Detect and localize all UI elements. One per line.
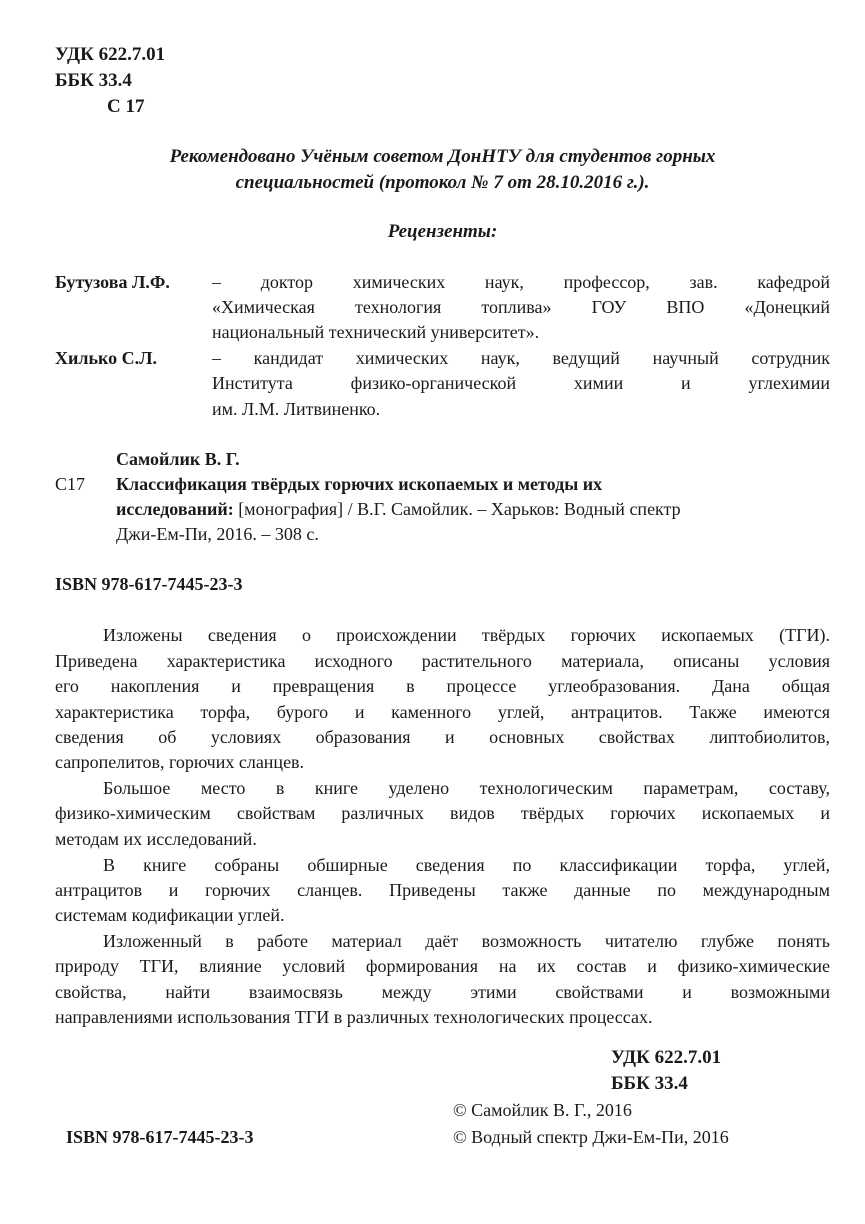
reviewer-1-line-1: – доктор химических наук, профессор, зав. кафедрой — [212, 272, 830, 292]
reviewers-title: Рецензенты: — [387, 221, 498, 242]
footer-udk: УДК 622.7.01 — [611, 1047, 722, 1068]
bbk-code: ББК 33.4 — [55, 70, 132, 91]
abstract-line-4: характеристика торфа, бурого и каменного углей, антрацитов. Также имеются — [55, 702, 830, 722]
copyright-publisher: © Водный спектр Джи-Ем-Пи, 2016 — [453, 1127, 729, 1147]
footer-isbn: ISBN 978-617-7445-23-3 — [66, 1127, 254, 1147]
reviewer-1-line-3: национальный технический университет». — [212, 322, 540, 342]
recommendation-line-1: Рекомендовано Учёным советом ДонНТУ для студентов горных — [169, 146, 716, 167]
bib-title-line-2 — [116, 499, 681, 520]
udk-code: УДК 622.7.01 — [55, 44, 166, 65]
bib-author: Самойлик В. Г. — [116, 449, 240, 469]
abstract-line-11: антрацитов и горючих сланцев. Приведены также данные по международным — [55, 880, 830, 900]
abstract-line-10: В книге собраны обширные сведения по классификации торфа, углей, — [103, 855, 830, 875]
footer-bbk: ББК 33.4 — [611, 1073, 688, 1094]
abstract-line-8: физико-химическим свойствам различных видов твёрдых горючих ископаемых и — [55, 803, 830, 823]
recommendation-line-2: специальностей (протокол № 7 от 28.10.2016 г.). — [235, 172, 650, 193]
bib-title-line-3: Джи-Ем-Пи, 2016. – 308 с. — [116, 524, 319, 544]
abstract-line-9: методам их исследований. — [55, 829, 257, 849]
bib-mark: С17 — [55, 474, 86, 494]
reviewer-1-line-2: «Химическая технология топлива» ГОУ ВПО «Донецкий — [212, 297, 830, 317]
copyright-author: © Самойлик В. Г., 2016 — [453, 1100, 632, 1120]
abstract-line-1: Изложены сведения о происхождении твёрдых горючих ископаемых (ТГИ). — [103, 625, 830, 645]
reviewer-2-line-1: – кандидат химических наук, ведущий научный сотрудник — [212, 348, 830, 368]
abstract-line-16: направлениями использования ТГИ в различных технологических процессах. — [55, 1007, 653, 1027]
bib-title-line-1: Классификация твёрдых горючих ископаемых и методы их — [116, 474, 603, 494]
reviewer-name-1: Бутузова Л.Ф. — [55, 272, 170, 292]
author-mark: С 17 — [107, 96, 145, 117]
abstract-line-5: сведения об условиях образования и основных свойствах липтобиолитов, — [55, 727, 830, 747]
abstract-line-3: его накопления и превращения в процессе углеобразования. Дана общая — [55, 676, 830, 696]
isbn-top: ISBN 978-617-7445-23-3 — [55, 574, 243, 594]
abstract-line-14: природу ТГИ, влияние условий формирования на их состав и физико-химические — [55, 956, 830, 976]
abstract-line-13: Изложенный в работе материал даёт возможность читателю глубже понять — [103, 931, 830, 951]
abstract-line-2: Приведена характеристика исходного растительного материала, описаны условия — [55, 651, 830, 671]
reviewer-2-line-2: Института физико-органической химии и углехимии — [212, 373, 830, 393]
bib-title-line-2-bold: исследований: — [116, 499, 234, 519]
bib-title-line-2-rest: [монография] / В.Г. Самойлик. – Харьков: Водный спектр — [233, 499, 681, 519]
abstract-line-6: сапропелитов, горючих сланцев. — [55, 752, 305, 772]
abstract-line-15: свойства, найти взаимосвязь между этими свойствами и возможными — [55, 982, 830, 1002]
reviewer-2-line-3: им. Л.М. Литвиненко. — [212, 399, 381, 419]
abstract-line-7: Большое место в книге уделено технологическим параметрам, составу, — [103, 778, 830, 798]
abstract-line-12: системам кодификации углей. — [55, 905, 285, 925]
reviewer-name-2: Хилько С.Л. — [55, 348, 158, 368]
